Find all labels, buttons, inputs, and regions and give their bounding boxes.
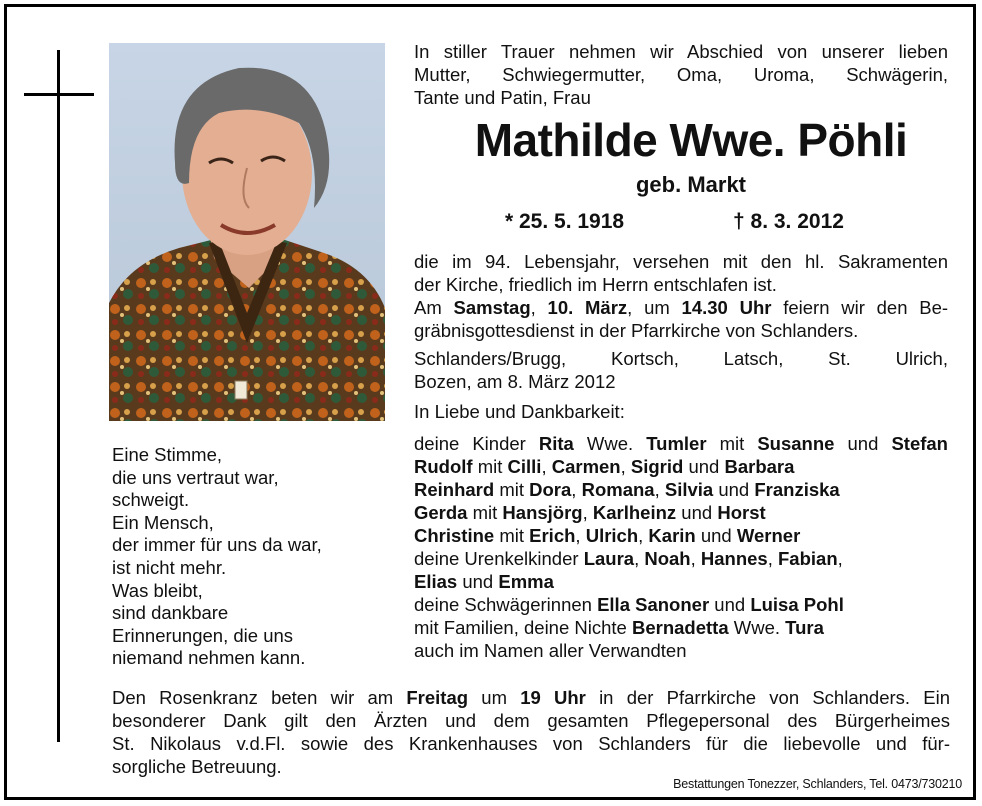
closing-line: Den Rosenkranz beten wir am Freitag um 19 Uhr in der Pfarrkirche von Schlanders. Ein: [112, 687, 950, 708]
poem-line: Eine Stimme,: [112, 444, 223, 465]
family-row: mit Familien, deine Nichte Bernadetta Wwe. Tura: [414, 617, 824, 638]
family-row: Gerda mit Hansjörg, Karlheinz und Horst: [414, 502, 766, 523]
intro-line: Mutter, Schwiegermutter, Oma, Uroma, Schwägerin,: [414, 64, 948, 85]
place-line: Schlanders/Brugg, Kortsch, Latsch, St. Ulrich,: [414, 348, 948, 369]
poem-line: Was bleibt,: [112, 579, 203, 601]
funeral-line: Am Samstag, 10. März, um 14.30 Uhr feiern wir den Be-: [414, 297, 949, 318]
poem-line: schweigt.: [112, 489, 190, 511]
closing-line: sorgliche Betreuung.: [112, 756, 282, 777]
love-line: In Liebe und Dankbarkeit:: [414, 401, 625, 422]
intro-line: In stiller Trauer nehmen wir Abschied von unserer lieben: [414, 41, 948, 62]
info-line: gräbnisgottesdienst in der Pfarrkirche von Schlanders.: [414, 320, 859, 341]
poem-line: Ein Mensch,: [112, 511, 214, 533]
poem-line: die uns vertraut war,: [112, 466, 279, 488]
family-row: deine Schwägerinnen Ella Sanoner und Luisa Pohl: [414, 594, 844, 615]
deceased-name: Mathilde Wwe. Pöhli: [474, 114, 908, 166]
info-line: die im 94. Lebensjahr, versehen mit den hl. Sakramenten: [414, 251, 948, 272]
info-line: der Kirche, friedlich im Herrn entschlafen ist.: [414, 274, 777, 295]
birth-date: * 25. 5. 1918: [505, 210, 625, 233]
intro-line: Tante und Patin, Frau: [414, 87, 591, 108]
poem-line: ist nicht mehr.: [112, 556, 227, 578]
family-row: deine Urenkelkinder Laura, Noah, Hannes, Fabian,: [414, 548, 843, 569]
closing-paragraph: [112, 686, 950, 778]
family-row: Christine mit Erich, Ulrich, Karin und Werner: [414, 525, 801, 546]
family-list: [414, 432, 948, 662]
maiden-name: geb. Markt: [635, 172, 747, 197]
cross-icon: [57, 50, 60, 742]
poem-line: der immer für uns da war,: [112, 534, 322, 556]
death-date: † 8. 3. 2012: [733, 210, 844, 233]
family-row: Elias und Emma: [414, 571, 554, 592]
undertaker-credit: Bestattungen Tonezzer, Schlanders, Tel. 0473/730210: [673, 777, 962, 791]
poem-line: niemand nehmen kann.: [112, 647, 306, 669]
cross-icon-bar: [24, 93, 94, 96]
closing-line: besonderer Dank gilt den Ärzten und dem gesamten Pflegepersonal des Bürgerheimes: [112, 710, 950, 731]
poem-line: sind dankbare: [112, 602, 229, 624]
portrait-photo: [109, 43, 385, 421]
family-row: Reinhard mit Dora, Romana, Silvia und Franziska: [414, 479, 840, 500]
family-row: deine Kinder Rita Wwe. Tumler mit Susanne und Stefan: [414, 433, 948, 454]
family-row: Rudolf mit Cilli, Carmen, Sigrid und Barbara: [414, 456, 795, 477]
closing-line: St. Nikolaus v.d.Fl. sowie des Krankenhauses von Schlanders für die liebevolle und für-: [112, 733, 950, 754]
family-row: auch im Namen aller Verwandten: [414, 640, 687, 661]
poem-line: Erinnerungen, die uns: [112, 624, 294, 646]
place-date-line: Bozen, am 8. März 2012: [414, 371, 616, 392]
poem: [112, 444, 392, 670]
